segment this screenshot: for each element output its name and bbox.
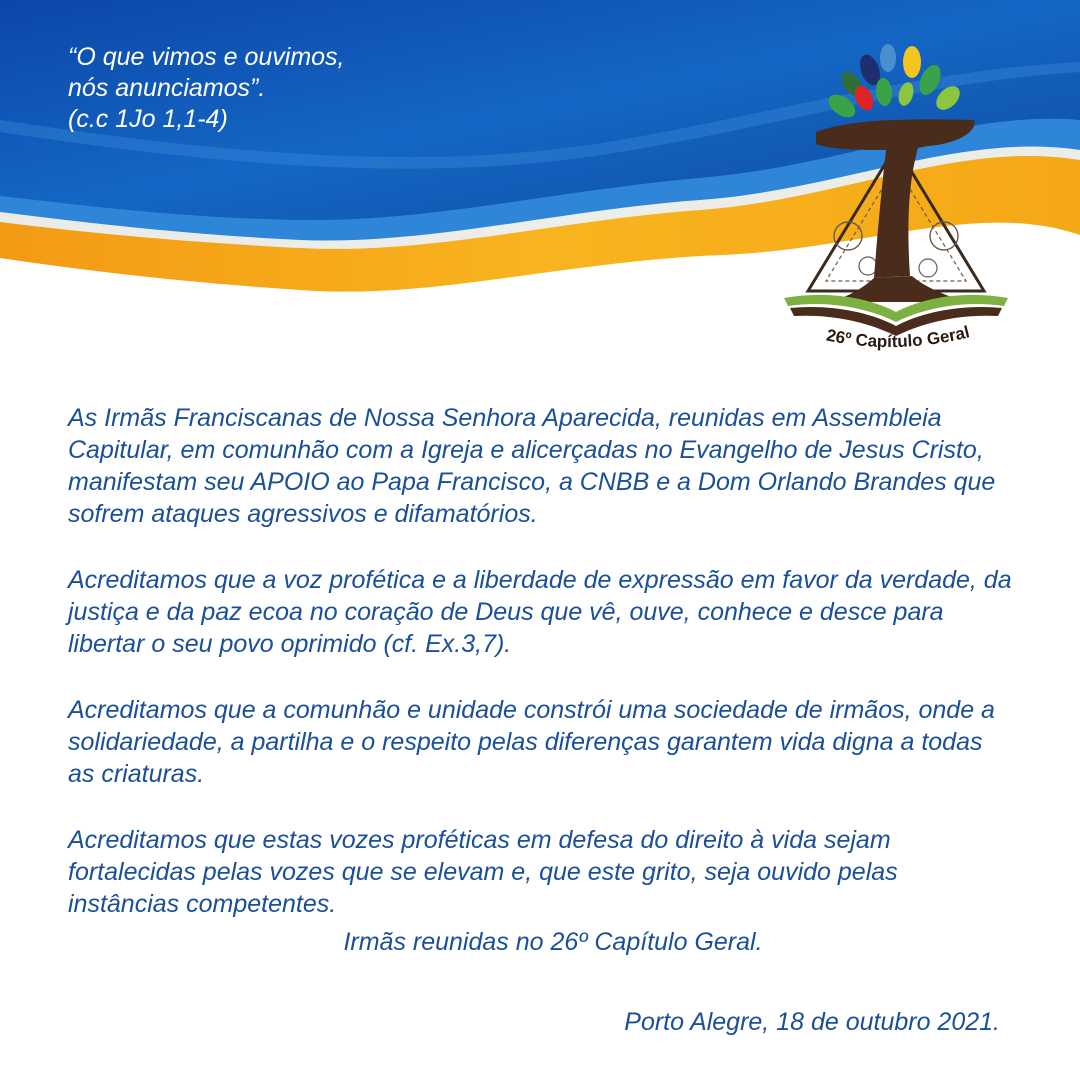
paragraph-support: As Irmãs Franciscanas de Nossa Senhora Aparecida, reunidas em Assembleia Capitular, em comunhão com a Igreja e alicerçadas no Evangelho de Jesus Cristo, manifestam seu APOIO ao Papa Francisco, a CNBB e a Dom Orlando Brandes que sofrem ataques agressivos e difamatórios. — [68, 404, 996, 528]
tau-cross-icon — [816, 119, 974, 302]
quote-line: nós anunciamos”. — [68, 74, 266, 102]
paragraph-communion: Acreditamos que a comunhão e unidade constrói uma sociedade de irmãos, onde a solidariedade, a partilha e o respeito pelas diferenças garantem vida digna a todas as criaturas. — [68, 696, 995, 788]
logo-caption: 26º Capítulo Geral — [824, 322, 972, 352]
quote-line: “O que vimos e ouvimos, — [68, 43, 345, 71]
header-quote — [68, 42, 345, 135]
signature: Irmãs reunidas no 26º Capítulo Geral. — [343, 928, 763, 956]
tree-leaves-icon — [825, 44, 965, 122]
chapter-logo — [778, 36, 1014, 368]
place-and-date: Porto Alegre, 18 de outubro 2021. — [624, 1008, 1000, 1036]
paragraph-prophetic-voice: Acreditamos que a voz profética e a liberdade de expressão em favor da verdade, da justiça e da paz ecoa no coração de Deus que vê, ouve, conhece e desce para libertar o seu povo oprimido (cf. Ex.3,7). — [68, 566, 1012, 658]
statement-body — [68, 402, 1012, 954]
quote-line: (c.c 1Jo 1,1-4) — [68, 105, 228, 133]
paragraph-defense-of-life: Acreditamos que estas vozes proféticas em defesa do direito à vida sejam fortalecidas pelas vozes que se elevam e, que este grito, seja ouvido pelas instâncias competentes. — [68, 826, 898, 918]
